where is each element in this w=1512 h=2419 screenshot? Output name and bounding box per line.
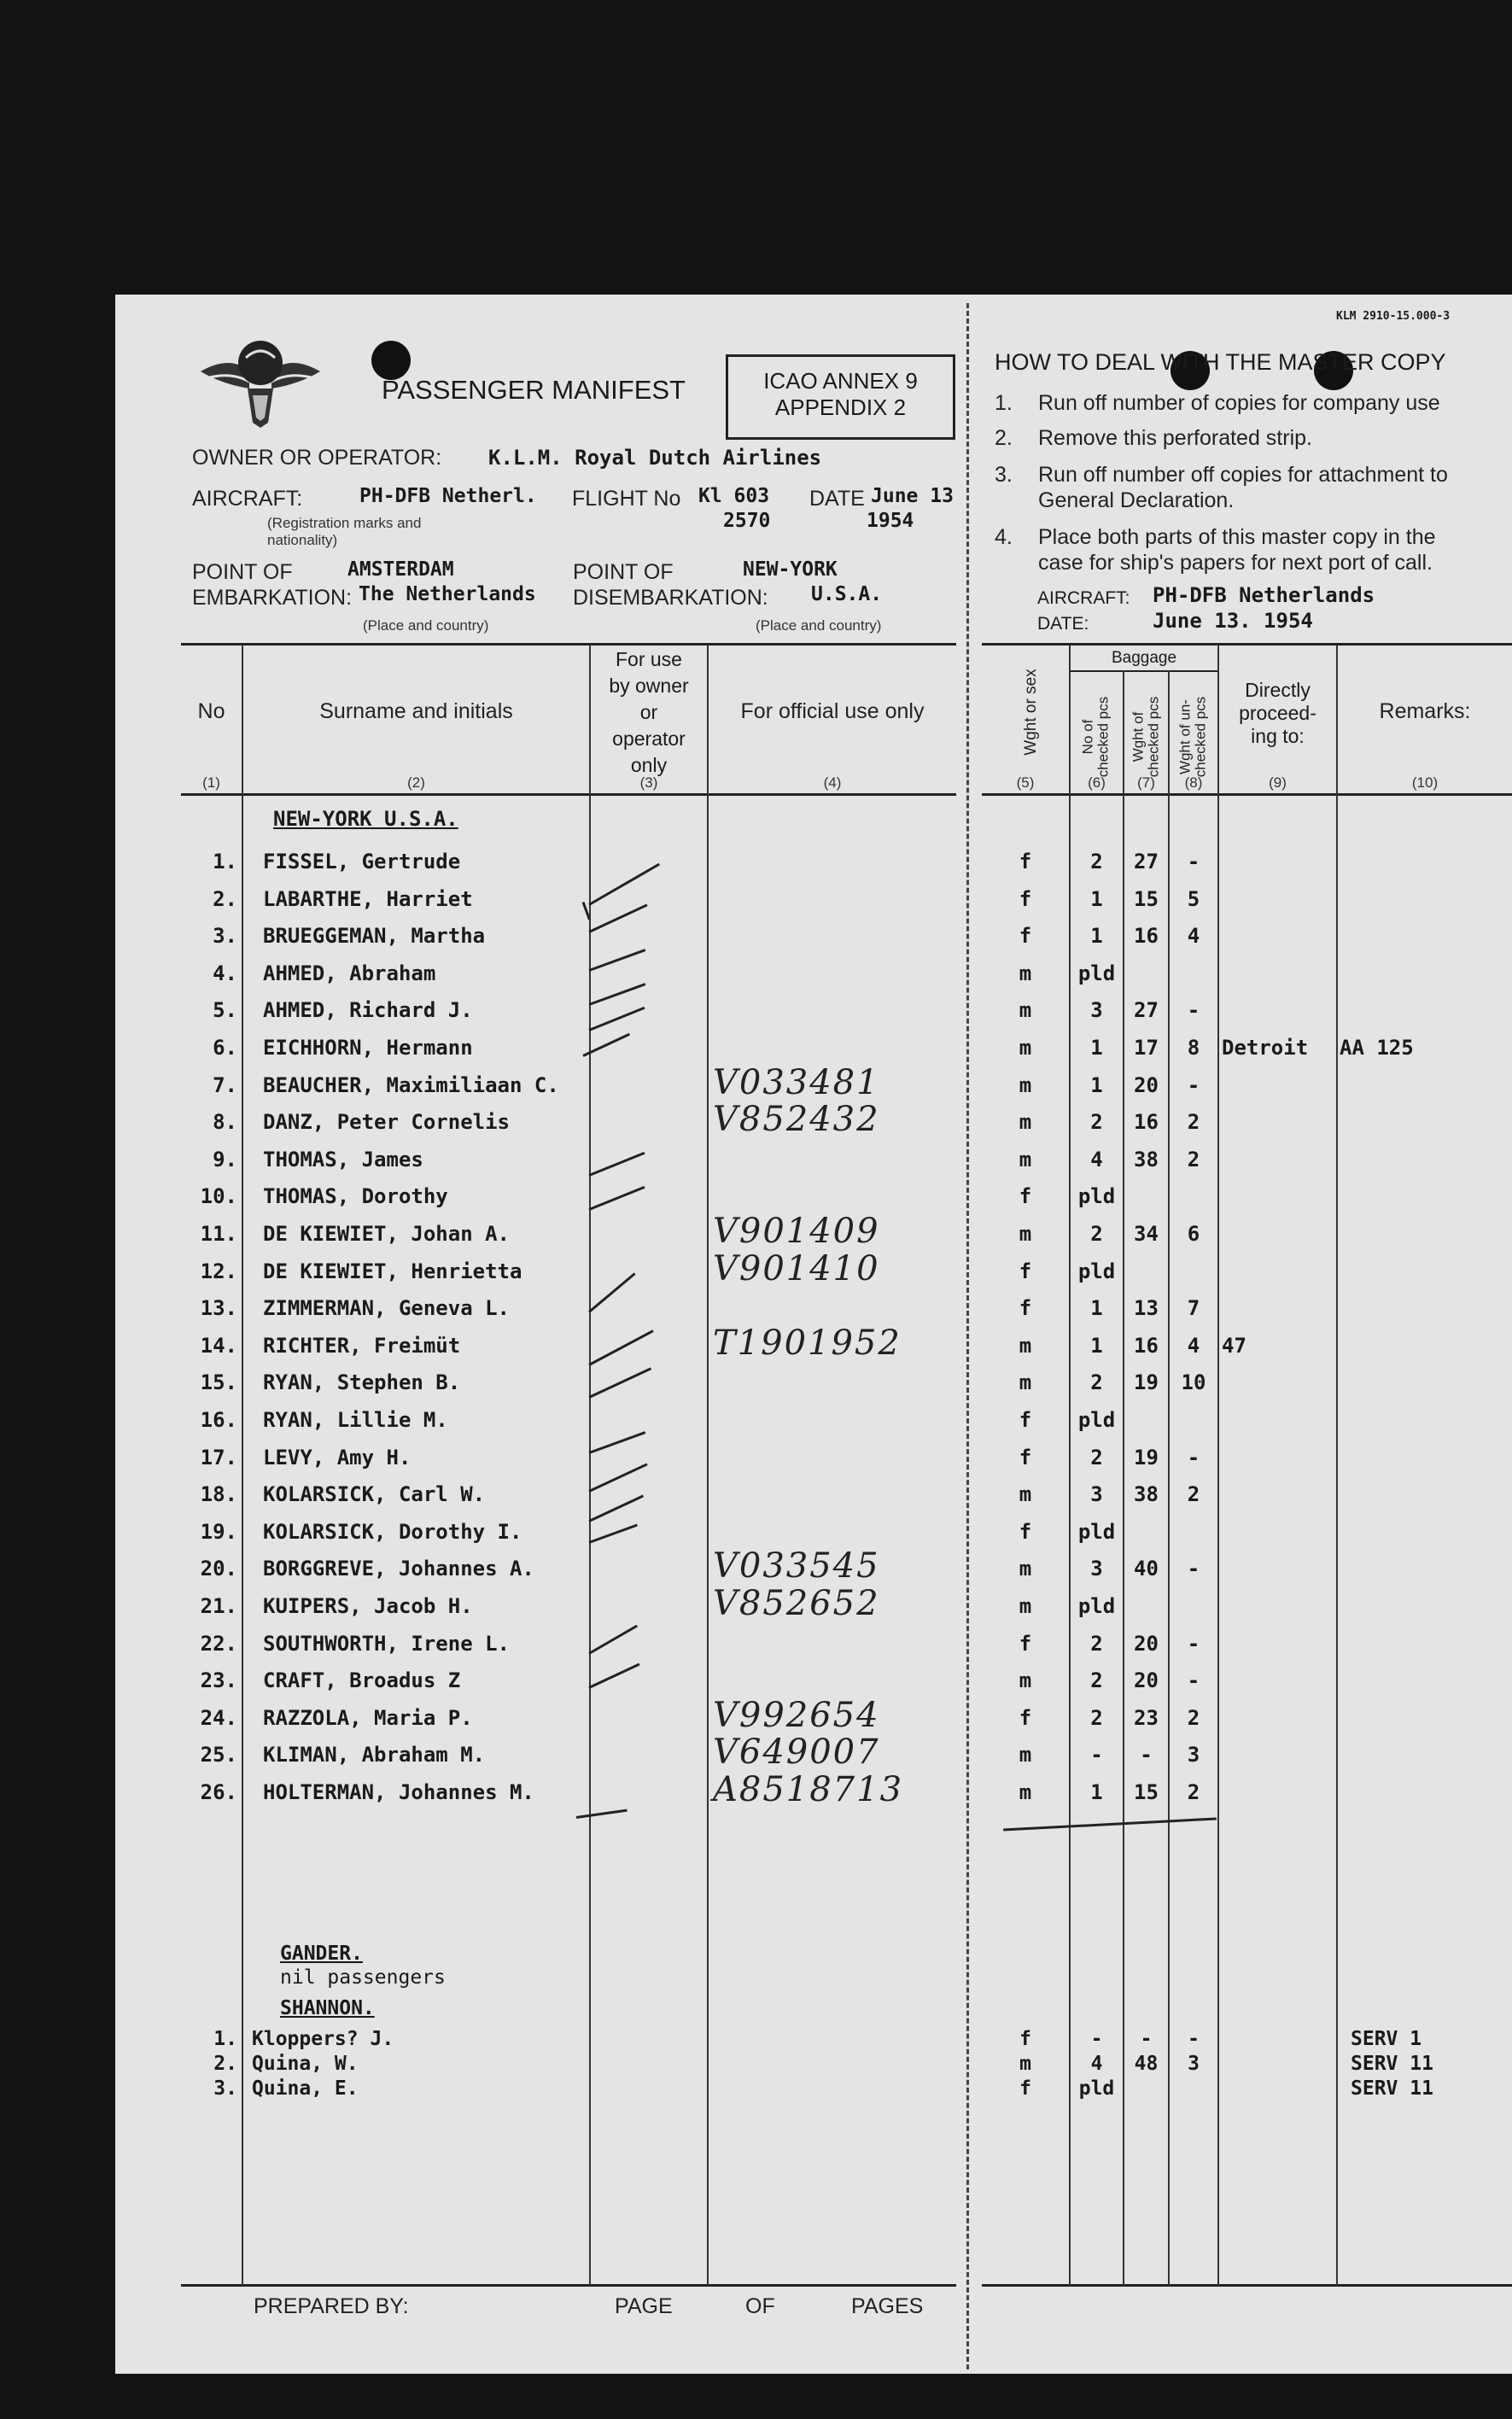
cell-sex: m xyxy=(1019,998,1032,1023)
cell-unc: 2 xyxy=(1187,1147,1200,1172)
cell-unc: 7 xyxy=(1187,1296,1200,1321)
col-checked-wt-header: Wght of checked pcs xyxy=(1130,696,1162,778)
cell-official: V901409 xyxy=(713,1212,880,1251)
cell-no: 22. xyxy=(200,1631,237,1656)
cell-name: RYAN, Lillie M. xyxy=(263,1408,448,1432)
cell-official: A8518713 xyxy=(713,1770,904,1809)
cell-pcs: 2 xyxy=(1090,1222,1103,1246)
check-mark xyxy=(588,863,660,906)
cell-sex: f xyxy=(1019,850,1032,874)
cell-name: KOLARSICK, Dorothy I. xyxy=(263,1519,522,1544)
cell-no: 5. xyxy=(213,998,237,1023)
cell-unc: 3 xyxy=(1187,1743,1200,1768)
shannon-cell-pcs: 4 xyxy=(1090,2053,1103,2075)
check-mark xyxy=(588,1463,647,1492)
col-num-2: (2) xyxy=(407,774,425,791)
cell-proc: Detroit xyxy=(1222,1036,1309,1060)
cell-unc: - xyxy=(1187,1445,1200,1470)
cell-unc: 2 xyxy=(1187,1482,1200,1507)
shannon-title: SHANNON. xyxy=(280,1997,375,2019)
col-no-header: No xyxy=(197,699,225,723)
col-line xyxy=(1217,645,1219,2286)
gander-title: GANDER. xyxy=(280,1943,363,1965)
page-title: PASSENGER MANIFEST xyxy=(382,375,686,405)
cell-name: ZIMMERMAN, Geneva L. xyxy=(263,1296,510,1321)
shannon-cell-sex: f xyxy=(1019,2028,1031,2050)
col-num-8: (8) xyxy=(1184,774,1203,791)
icao-line-1: ICAO ANNEX 9 xyxy=(763,368,918,394)
cell-name: AHMED, Richard J. xyxy=(263,998,473,1023)
shannon-cell-no: 3. xyxy=(213,2077,237,2100)
cell-sex: m xyxy=(1019,1780,1032,1804)
date-label: DATE xyxy=(809,487,865,511)
cell-name: THOMAS, Dorothy xyxy=(263,1184,448,1209)
col-name-header: Surname and initials xyxy=(319,699,513,723)
cell-pcs: pld xyxy=(1077,1259,1116,1283)
cell-unc: 4 xyxy=(1187,1333,1200,1358)
col-remarks-header: Remarks: xyxy=(1379,699,1471,723)
cell-sex: m xyxy=(1019,1668,1032,1693)
cell-name: EICHHORN, Hermann xyxy=(263,1036,473,1060)
cell-wt: 38 xyxy=(1134,1147,1159,1172)
instr-2-n: 2. xyxy=(995,426,1013,450)
cell-unc: 4 xyxy=(1187,924,1200,949)
cell-no: 6. xyxy=(213,1036,237,1060)
check-mark xyxy=(588,1663,639,1689)
cell-no: 16. xyxy=(200,1408,237,1432)
shannon-cell-rem: SERV 1 xyxy=(1351,2028,1422,2050)
shannon-cell-wt: - xyxy=(1140,2028,1153,2050)
check-mark xyxy=(588,1367,651,1399)
cell-name: SOUTHWORTH, Irene L. xyxy=(263,1631,510,1656)
cell-no: 1. xyxy=(213,850,237,874)
cell-name: LABARTHE, Harriet xyxy=(263,886,473,911)
shannon-cell-sex: f xyxy=(1019,2077,1031,2100)
cell-no: 9. xyxy=(213,1147,237,1172)
cell-name: BRUEGGEMAN, Martha xyxy=(263,924,486,949)
footer-page: PAGE xyxy=(615,2294,673,2318)
cell-no: 26. xyxy=(200,1780,237,1804)
cell-sex: m xyxy=(1019,1147,1032,1172)
footer-rule-right xyxy=(982,2284,1512,2287)
shannon-cell-no: 1. xyxy=(213,2028,237,2050)
cell-wt: 13 xyxy=(1134,1296,1159,1321)
cell-unc: - xyxy=(1187,998,1200,1023)
perforation-line xyxy=(966,303,969,2369)
cell-unc: 8 xyxy=(1187,1036,1200,1060)
cell-pcs: 1 xyxy=(1090,924,1103,949)
cell-official: V033545 xyxy=(713,1546,880,1586)
cell-sex: m xyxy=(1019,1743,1032,1768)
col-owner-header-3: or xyxy=(639,701,658,723)
col-num-6: (6) xyxy=(1088,774,1106,791)
col-num-5: (5) xyxy=(1016,774,1035,791)
cell-no: 11. xyxy=(200,1222,237,1246)
footer-rule-left xyxy=(181,2284,956,2287)
cell-sex: m xyxy=(1019,961,1032,985)
instr-aircraft-label: AIRCRAFT: xyxy=(1037,588,1130,608)
cell-no: 7. xyxy=(213,1072,237,1097)
cell-wt: 20 xyxy=(1134,1072,1159,1097)
col-owner-header-4: operator xyxy=(612,727,686,750)
cell-wt: 16 xyxy=(1134,924,1159,949)
shannon-cell-rem: SERV 11 xyxy=(1351,2077,1433,2100)
cell-pcs: 1 xyxy=(1090,1036,1103,1060)
cell-wt: 20 xyxy=(1134,1631,1159,1656)
cell-no: 17. xyxy=(200,1445,237,1470)
cell-name: RYAN, Stephen B. xyxy=(263,1370,461,1395)
aircraft-sub-label: (Registration marks and nationality) xyxy=(267,515,422,548)
cell-wt: 17 xyxy=(1134,1036,1159,1060)
cell-no: 2. xyxy=(213,886,237,911)
gander-note: nil passengers xyxy=(280,1966,446,1989)
col-owner-header-2: by owner xyxy=(609,675,689,697)
cell-no: 25. xyxy=(200,1743,237,1768)
col-line xyxy=(589,645,591,2286)
cell-no: 14. xyxy=(200,1333,237,1358)
cell-pcs: 3 xyxy=(1090,998,1103,1023)
embark-value-2: The Netherlands xyxy=(359,583,536,605)
instr-1-text: Run off number of copies for company use xyxy=(1038,391,1440,415)
col-num-9: (9) xyxy=(1269,774,1287,791)
instr-date-value: June 13. 1954 xyxy=(1153,609,1313,633)
owner-value: K.L.M. Royal Dutch Airlines xyxy=(488,446,822,470)
cell-pcs: 3 xyxy=(1090,1482,1103,1507)
cell-sex: m xyxy=(1019,1110,1032,1135)
cell-sex: f xyxy=(1019,1259,1032,1283)
cell-name: AHMED, Abraham xyxy=(263,961,436,985)
cell-no: 21. xyxy=(200,1594,237,1618)
check-mark xyxy=(588,1272,636,1312)
owner-label: OWNER OR OPERATOR: xyxy=(192,446,442,470)
cell-pcs: pld xyxy=(1077,1594,1116,1618)
cell-name: BEAUCHER, Maximiliaan C. xyxy=(263,1072,559,1097)
cell-no: 3. xyxy=(213,924,237,949)
embark-value-1: AMSTERDAM xyxy=(347,558,454,581)
instr-4-n: 4. xyxy=(995,525,1013,549)
cell-wt: 20 xyxy=(1134,1668,1159,1693)
cell-no: 10. xyxy=(200,1184,237,1209)
cell-name: DE KIEWIET, Henrietta xyxy=(263,1259,522,1283)
check-mark xyxy=(588,1186,645,1211)
aircraft-label: AIRCRAFT: xyxy=(192,487,303,511)
cell-wt: 34 xyxy=(1134,1222,1159,1246)
cell-name: KOLARSICK, Carl W. xyxy=(263,1482,486,1507)
check-mark xyxy=(588,1625,638,1655)
form-code: KLM 2910-15.000-3 xyxy=(1336,310,1451,323)
cell-no: 4. xyxy=(213,961,237,985)
col-owner-header-1: For use xyxy=(616,648,682,670)
embark-label-2: EMBARKATION: xyxy=(192,586,353,610)
cell-name: RAZZOLA, Maria P. xyxy=(263,1705,473,1730)
instr-date-label: DATE: xyxy=(1037,614,1089,634)
shannon-cell-wt: 48 xyxy=(1134,2053,1159,2075)
cell-sex: f xyxy=(1019,924,1032,949)
cell-wt: 19 xyxy=(1134,1370,1159,1395)
col-num-1: (1) xyxy=(202,774,220,791)
klm-logo-icon xyxy=(196,337,324,429)
cell-no: 23. xyxy=(200,1668,237,1693)
cell-name: KLIMAN, Abraham M. xyxy=(263,1743,486,1768)
col-num-4: (4) xyxy=(823,774,842,791)
cell-unc: 10 xyxy=(1181,1370,1206,1395)
cell-official: V033481 xyxy=(713,1062,880,1102)
col-checked-pcs-header: No of checked pcs xyxy=(1079,696,1112,778)
cell-pcs: 1 xyxy=(1090,1296,1103,1321)
cell-name: HOLTERMAN, Johannes M. xyxy=(263,1780,534,1804)
cell-official: T1901952 xyxy=(713,1323,902,1363)
cell-wt: 15 xyxy=(1134,886,1159,911)
disembark-value-1: NEW-YORK xyxy=(743,558,838,581)
cell-wt: 16 xyxy=(1134,1333,1159,1358)
cell-pcs: 2 xyxy=(1090,1631,1103,1656)
disembark-value-2: U.S.A. xyxy=(811,583,883,605)
instr-aircraft-value: PH-DFB Netherlands xyxy=(1153,583,1375,607)
shannon-cell-no: 2. xyxy=(213,2053,237,2075)
cell-wt: 27 xyxy=(1134,998,1159,1023)
cell-unc: - xyxy=(1187,850,1200,874)
cell-sex: m xyxy=(1019,1072,1032,1097)
instructions-title: HOW TO DEAL WITH THE MASTER COPY xyxy=(995,349,1446,375)
cell-unc: 5 xyxy=(1187,886,1200,911)
cell-name: LEVY, Amy H. xyxy=(263,1445,412,1470)
cell-pcs: 3 xyxy=(1090,1557,1103,1581)
date-value-2: 1954 xyxy=(867,510,914,532)
cell-wt: 15 xyxy=(1134,1780,1159,1804)
flight-label: FLIGHT No xyxy=(572,487,681,511)
shannon-cell-rem: SERV 11 xyxy=(1351,2053,1433,2075)
cell-pcs: 2 xyxy=(1090,1668,1103,1693)
instr-4-text-2: case for ship's papers for next port of call. xyxy=(1038,551,1433,575)
check-mark xyxy=(588,1431,645,1454)
cell-wt: 27 xyxy=(1134,850,1159,874)
col-baggage-header: Baggage xyxy=(1111,649,1177,667)
cell-name: CRAFT, Broadus Z xyxy=(263,1668,461,1693)
cell-pcs: 2 xyxy=(1090,1370,1103,1395)
col-proc-header-1: Directly xyxy=(1245,679,1311,701)
cell-name: RICHTER, Freimüt xyxy=(263,1333,461,1358)
footer-of: OF xyxy=(745,2294,775,2318)
cell-sex: m xyxy=(1019,1333,1032,1358)
section-title-new-york: NEW-YORK U.S.A. xyxy=(273,807,458,831)
baggage-rule xyxy=(1070,670,1218,672)
cell-sex: m xyxy=(1019,1482,1032,1507)
col-line xyxy=(242,645,243,2286)
cell-unc: - xyxy=(1187,1668,1200,1693)
footer-pages: PAGES xyxy=(851,2294,924,2318)
col-unchecked-wt-header: Wght of un- checked pcs xyxy=(1176,696,1209,778)
col-num-10: (10) xyxy=(1411,774,1439,791)
aircraft-value: PH-DFB Netherl. xyxy=(359,485,537,507)
instr-1-n: 1. xyxy=(995,391,1013,415)
cell-pcs: pld xyxy=(1077,961,1116,985)
cell-official: V992654 xyxy=(713,1695,880,1735)
col-proc-header-3: ing to: xyxy=(1251,725,1305,747)
flight-value-2: 2570 xyxy=(723,510,771,532)
col-line xyxy=(707,645,709,2286)
check-mark xyxy=(588,1152,645,1177)
cell-name: BORGGREVE, Johannes A. xyxy=(263,1557,534,1581)
cell-sex: m xyxy=(1019,1370,1032,1395)
cell-proc: 47 xyxy=(1222,1333,1246,1358)
cell-official: V852652 xyxy=(713,1584,880,1623)
cell-pcs: 1 xyxy=(1090,1780,1103,1804)
cell-sex: f xyxy=(1019,1705,1032,1730)
cell-unc: - xyxy=(1187,1557,1200,1581)
embark-label-1: POINT OF xyxy=(192,560,293,584)
header-bottom-rule-left xyxy=(181,793,956,796)
col-line xyxy=(1336,645,1338,2286)
cell-wt: 23 xyxy=(1134,1705,1159,1730)
cell-no: 8. xyxy=(213,1110,237,1135)
disembark-sub: (Place and country) xyxy=(756,617,882,634)
header-top-rule-left xyxy=(181,643,956,646)
cell-unc: 6 xyxy=(1187,1222,1200,1246)
cell-name: KUIPERS, Jacob H. xyxy=(263,1594,473,1618)
cell-official: V649007 xyxy=(713,1732,880,1773)
cell-unc: 2 xyxy=(1187,1780,1200,1804)
cell-pcs: 1 xyxy=(1090,1072,1103,1097)
cell-no: 19. xyxy=(200,1519,237,1544)
cell-pcs: pld xyxy=(1077,1408,1116,1432)
shannon-cell-sex: m xyxy=(1019,2053,1031,2075)
col-num-3: (3) xyxy=(639,774,658,791)
cell-pcs: 2 xyxy=(1090,1705,1103,1730)
cell-no: 12. xyxy=(200,1259,237,1283)
cell-unc: - xyxy=(1187,1631,1200,1656)
cell-name: FISSEL, Gertrude xyxy=(263,850,461,874)
cell-sex: m xyxy=(1019,1222,1032,1246)
col-official-header: For official use only xyxy=(740,699,925,723)
cell-sex: f xyxy=(1019,886,1032,911)
cell-pcs: 4 xyxy=(1090,1147,1103,1172)
cell-sex: f xyxy=(1019,1519,1032,1544)
check-mark xyxy=(588,949,645,972)
cell-pcs: 2 xyxy=(1090,1445,1103,1470)
cell-name: THOMAS, James xyxy=(263,1147,423,1172)
cell-no: 20. xyxy=(200,1557,237,1581)
cell-sex: f xyxy=(1019,1184,1032,1209)
check-mark xyxy=(588,1524,637,1544)
cell-unc: 2 xyxy=(1187,1705,1200,1730)
header-top-rule-right xyxy=(982,643,1512,646)
cell-sex: f xyxy=(1019,1445,1032,1470)
instr-3-text-2: General Declaration. xyxy=(1038,488,1235,512)
footer-prepared: PREPARED BY: xyxy=(254,2294,409,2318)
cell-pcs: pld xyxy=(1077,1184,1116,1209)
check-mark xyxy=(588,1007,645,1031)
flight-value: Kl 603 xyxy=(698,485,770,507)
cell-name: DANZ, Peter Cornelis xyxy=(263,1110,510,1135)
disembark-label-1: POINT OF xyxy=(573,560,674,584)
col-num-7: (7) xyxy=(1137,774,1155,791)
manifest-sheet xyxy=(115,295,1512,2374)
cell-wt: 19 xyxy=(1134,1445,1159,1470)
cell-no: 24. xyxy=(200,1705,237,1730)
check-mark xyxy=(588,903,647,932)
cell-rem: AA 125 xyxy=(1340,1036,1414,1060)
cell-official: V852432 xyxy=(713,1100,880,1140)
header-bottom-rule-right xyxy=(982,793,1512,796)
cell-wt: 16 xyxy=(1134,1110,1159,1135)
cell-no: 18. xyxy=(200,1482,237,1507)
shannon-cell-pcs: pld xyxy=(1078,2077,1115,2100)
strike-line xyxy=(1003,1817,1217,1831)
cell-pcs: 1 xyxy=(1090,886,1103,911)
col-proc-header-2: proceed- xyxy=(1239,702,1316,724)
instr-3-text: Run off number off copies for attachment to xyxy=(1038,463,1448,487)
shannon-cell-name: Quina, E. xyxy=(252,2077,359,2100)
cell-wt: - xyxy=(1140,1743,1153,1768)
cell-official: V901410 xyxy=(713,1248,880,1288)
cell-no: 15. xyxy=(200,1370,237,1395)
cell-unc: - xyxy=(1187,1072,1200,1097)
check-mark xyxy=(576,1809,628,1819)
cell-sex: f xyxy=(1019,1296,1032,1321)
cell-sex: m xyxy=(1019,1036,1032,1060)
cell-pcs: - xyxy=(1090,1743,1103,1768)
check-mark xyxy=(588,1495,644,1522)
shannon-cell-unc: - xyxy=(1188,2028,1200,2050)
cell-no: 13. xyxy=(200,1296,237,1321)
cell-pcs: 2 xyxy=(1090,1110,1103,1135)
col-owner-header-5: only xyxy=(630,754,668,776)
cell-sex: f xyxy=(1019,1631,1032,1656)
icao-line-2: APPENDIX 2 xyxy=(774,394,907,420)
check-mark xyxy=(588,1329,653,1366)
cell-wt: 38 xyxy=(1134,1482,1159,1507)
cell-wt: 40 xyxy=(1134,1557,1159,1581)
instr-4-text: Place both parts of this master copy in the xyxy=(1038,525,1436,549)
cell-pcs: pld xyxy=(1077,1519,1116,1544)
shannon-cell-name: Quina, W. xyxy=(252,2053,359,2075)
check-mark xyxy=(588,983,645,1006)
shannon-cell-pcs: - xyxy=(1090,2028,1103,2050)
date-value: June 13 xyxy=(871,485,954,507)
shannon-cell-name: Kloppers? J. xyxy=(252,2028,394,2050)
cell-sex: m xyxy=(1019,1557,1032,1581)
shannon-cell-unc: 3 xyxy=(1188,2053,1200,2075)
embark-sub: (Place and country) xyxy=(363,617,489,634)
instr-3-n: 3. xyxy=(995,463,1013,487)
cell-sex: m xyxy=(1019,1594,1032,1618)
cell-unc: 2 xyxy=(1187,1110,1200,1135)
cell-name: DE KIEWIET, Johan A. xyxy=(263,1222,510,1246)
cell-sex: f xyxy=(1019,1408,1032,1432)
instr-2-text: Remove this perforated strip. xyxy=(1038,426,1312,450)
cell-pcs: 1 xyxy=(1090,1333,1103,1358)
col-sex-header: Wght or sex xyxy=(1022,669,1040,756)
cell-pcs: 2 xyxy=(1090,850,1103,874)
disembark-label-2: DISEMBARKATION: xyxy=(573,586,768,610)
